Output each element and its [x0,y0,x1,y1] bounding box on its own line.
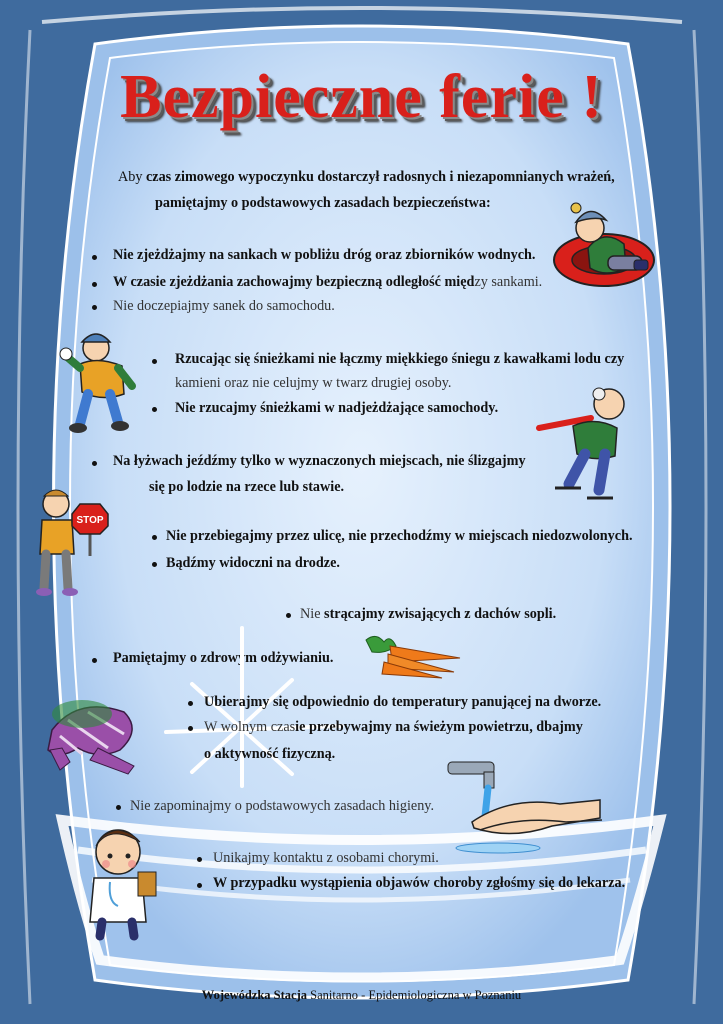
bullet-icon [92,255,97,260]
bullet-icon [92,658,97,663]
rule-icicles-plain: Nie [300,606,325,622]
bullet-icon [152,535,157,540]
bullet-icon [152,562,157,567]
bullet-icon [197,857,202,862]
rule-icicles-bold: strącajmy zwisających z dachów sopli. [324,606,557,622]
rule-snowball-ice-line-1: Rzucając się śnieżkami nie łączmy miękkiego śniegu z kawałkami lodu czy [175,351,625,367]
rule-outdoor-line-1 [204,718,583,736]
intro-plain-text: Aby [118,169,146,185]
carrots-illustration [362,632,464,680]
bullet-icon [92,461,97,466]
poster-title: Bezpieczne ferie ! [120,63,603,131]
rule-sled-distance [113,273,542,291]
rule-road-crossing: Nie przebiegajmy przez ulicę, nie przechodźmy w miejscach niedozwolonych. [166,528,633,544]
footer-credit [0,988,723,1003]
hand-washing-illustration [440,756,608,856]
doctor-illustration [80,822,166,942]
intro-bold-text: czas zimowego wypoczynku dostarczył radosnych i niezapomnianych wrażeń, [145,169,615,185]
bullet-icon [286,613,291,618]
stop-sign-kid-illustration [34,484,116,600]
bullet-icon [152,407,157,412]
rule-outdoor-line-2: o aktywność fizyczną. [204,746,336,762]
rule-clothing: Ubierajmy się odpowiednio do temperatury panującej na dworze. [204,694,602,710]
rule-sled-distance-plain: zy sankami. [474,274,543,290]
intro-line-1 [118,168,615,186]
stop-sign-text: STOP [76,515,104,526]
rule-snowball-ice-line-2: kamieni oraz nie celujmy w twarz drugiej osoby. [175,375,452,391]
rule-hygiene: Nie zapominajmy o podstawowych zasadach higieny. [130,798,435,814]
rule-doctor: W przypadku wystąpienia objawów choroby zgłośmy się do lekarza. [213,875,626,891]
rule-outdoor-bold: ie przebywajmy na świeżym powietrzu, dbajmy [295,719,583,735]
rule-sled-distance-bold: W czasie zjeżdżania zachowajmy bezpieczną odległość międ [113,274,475,290]
footer-bold: Wojewódzka Stacja [201,988,307,1002]
rule-sled-roads: Nie zjeżdżajmy na sankach w pobliżu dróg oraz zbiorników wodnych. [113,247,536,263]
rule-outdoor-plain: W wolnym czas [204,719,296,735]
skating-kid-illustration [533,384,639,506]
rule-snowball-cars: Nie rzucajmy śnieżkami w nadjeżdżające samochody. [175,400,499,416]
bullet-icon [188,701,193,706]
snowball-kid-illustration [58,328,142,436]
sledding-kid-illustration [548,198,664,294]
bullet-icon [92,282,97,287]
rule-sled-car: Nie doczepiajmy sanek do samochodu. [113,298,335,314]
bullet-icon [152,359,157,364]
rule-avoid-sick: Unikajmy kontaktu z osobami chorymi. [213,850,439,866]
rule-road-visible: Bądźmy widoczni na drodze. [166,555,340,571]
bullet-icon [92,305,97,310]
bullet-icon [116,805,121,810]
bullet-icon [188,726,193,731]
bullet-icon [197,883,202,888]
rule-skating-line-1: Na łyżwach jeźdźmy tylko w wyznaczonych miejscach, nie ślizgajmy [113,453,526,469]
rule-icicles [300,605,556,623]
scarf-illustration [38,690,150,780]
intro-line-2: pamiętajmy o podstawowych zasadach bezpieczeństwa: [155,195,491,211]
footer-plain: Sanitarno - Epidemiologiczna w Poznaniu [307,988,522,1002]
rule-nutrition: Pamiętajmy o zdrowym odżywianiu. [113,650,334,666]
rule-skating-line-2: się po lodzie na rzece lub stawie. [149,479,345,495]
